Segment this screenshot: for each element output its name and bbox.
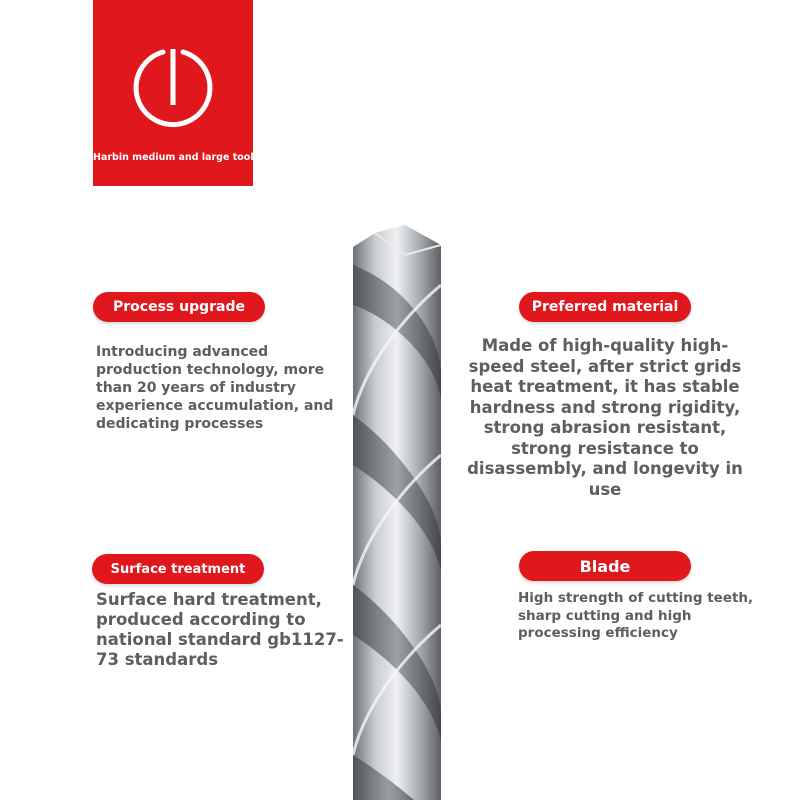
feature-description-surface-treatment: Surface hard treatment, produced according to national standard gb1127-73 standards — [96, 590, 344, 669]
brand-name: Harbin medium and large tools — [93, 152, 260, 163]
feature-title-process-upgrade: Process upgrade — [93, 292, 265, 322]
feature-title-surface-treatment: Surface treatment — [92, 554, 264, 584]
brand-logo — [93, 0, 260, 186]
feature-description-process-upgrade: Introducing advanced production technology, more than 20 years of industry experience accumulation, and dedicating processes — [96, 344, 334, 432]
feature-description-preferred-material: Made of high-quality high-speed steel, after strict grids heat treatment, it has stable hardness and strong rigidity, strong abrasion resistant, strong resistance to disassembly, and longevity in use — [467, 336, 743, 499]
feature-description-blade: High strength of cutting teeth, sharp cutting and high processing efficiency — [518, 590, 754, 641]
brand-logo-icon — [130, 46, 216, 132]
drill-bit-image — [345, 225, 445, 800]
feature-title-preferred-material: Preferred material — [519, 292, 691, 322]
feature-title-blade: Blade — [519, 551, 691, 581]
